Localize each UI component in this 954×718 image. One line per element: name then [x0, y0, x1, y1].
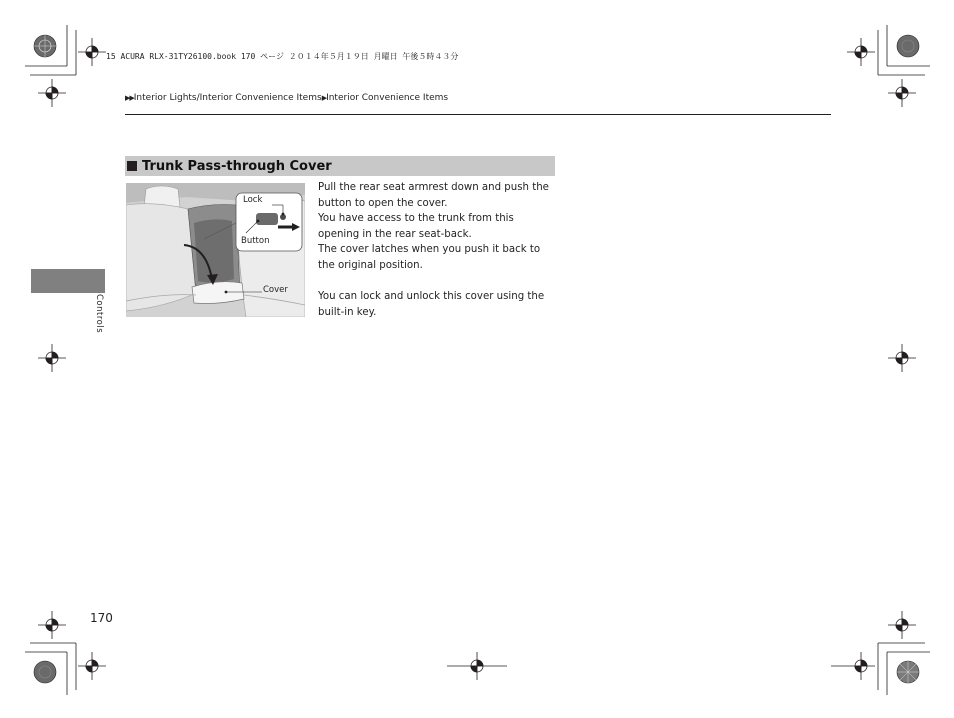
- body-paragraph-4: You can lock and unlock this cover using the built-in key.: [318, 291, 545, 318]
- breadcrumb: [125, 93, 448, 103]
- callout-lock: Lock: [243, 195, 263, 205]
- page-number: 170: [90, 611, 113, 625]
- section-square-icon: [127, 161, 137, 171]
- breadcrumb-separator: ▶: [321, 94, 327, 102]
- trunk-pass-through-illustration: [126, 183, 305, 317]
- print-header: 15 ACURA RLX-31TY26100.book 170 ページ ２０１４年５月１９日 月曜日 午後５時４３分: [106, 52, 459, 61]
- body-paragraph-2: You have access to the trunk from this opening in the rear seat-back.: [318, 213, 514, 240]
- body-paragraph-3: The cover latches when you push it back to the original position.: [318, 244, 541, 271]
- breadcrumb-level1: Interior Lights/Interior Convenience Items: [133, 93, 322, 103]
- section-title: Trunk Pass-through Cover: [142, 158, 332, 174]
- chapter-label: Controls: [94, 294, 104, 334]
- header-rule: [125, 114, 831, 115]
- callout-cover: Cover: [263, 285, 288, 295]
- breadcrumb-arrows: ▶▶: [125, 94, 134, 102]
- chapter-tab: [31, 269, 105, 293]
- section-header: [125, 156, 555, 176]
- breadcrumb-level2: Interior Convenience Items: [326, 93, 449, 103]
- callout-button: Button: [241, 236, 270, 246]
- body-paragraph-1: Pull the rear seat armrest down and push the button to open the cover.: [318, 182, 549, 209]
- body-text: [318, 180, 558, 320]
